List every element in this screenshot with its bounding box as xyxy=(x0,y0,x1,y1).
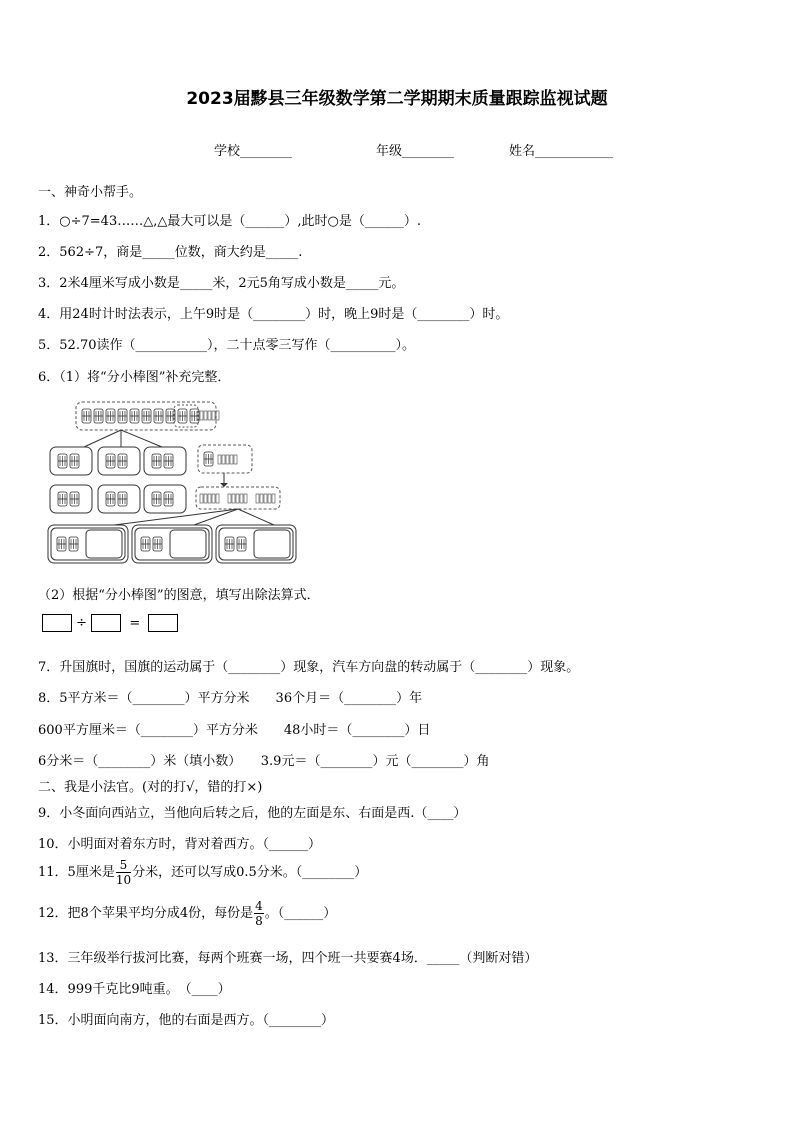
school-field[interactable]: 学校________ xyxy=(214,144,293,159)
question-6-part1: 6．（1）将“分小棒图”补充完整． xyxy=(38,370,231,385)
question-9: 9．小冬面向西站立，当他向后转之后，他的左面是东、右面是西.（____） xyxy=(38,806,467,821)
stick-division-diagram xyxy=(44,397,304,567)
question-12: 12．把8个苹果平均分成4份，每份是 $\frac{4}{8}$ 。（______） xyxy=(38,899,337,928)
question-8-line3: 6分米＝（________）米（填小数） 3.9元＝（________）元（________）角 xyxy=(38,754,490,769)
fraction-5-10: $\frac{5}{10}$ xyxy=(115,858,132,887)
question-7: 7．升国旗时，国旗的运动属于（________）现象，汽车方向盘的转动属于（________）现象。 xyxy=(38,660,580,675)
question-1: 1．○÷7=43……△,△最大可以是（______）,此时○是（______）. xyxy=(38,214,421,229)
dividend-box[interactable] xyxy=(42,614,72,632)
grade-field[interactable]: 年级________ xyxy=(376,144,455,159)
question-13: 13．三年级举行拔河比赛，每两个班赛一场，四个班一共要赛4场．_____（判断对错） xyxy=(38,951,538,966)
question-11: 11．5厘米是 $\frac{5}{10}$ 分米，还可以写成0.5分米。（________） xyxy=(38,858,368,887)
question-6-part2: （2）根据“分小棒图”的图意，填写出除法算式． xyxy=(38,588,320,603)
name-field[interactable]: 姓名____________ xyxy=(509,144,614,159)
division-equation xyxy=(42,614,178,632)
question-4: 4．用24时计时法表示，上午9时是（________）时，晚上9时是（________）时。 xyxy=(38,307,509,322)
top-bundles xyxy=(82,409,199,423)
section-2-heading: 二、我是小法官。(对的打√，错的打×) xyxy=(38,780,263,795)
question-8-line2: 600平方厘米＝（________）平方分米 48小时＝（________）日 xyxy=(38,723,431,738)
question-2: 2．562÷7，商是_____位数，商大约是_____. xyxy=(38,245,303,260)
section-1-heading: 一、神奇小帮手。 xyxy=(38,185,143,200)
page-title: 2023届黟县三年级数学第二学期期末质量跟踪监视试题 xyxy=(186,89,608,109)
equals-sign: = xyxy=(129,615,141,631)
divisor-box[interactable] xyxy=(91,614,121,632)
divide-sign: ÷ xyxy=(76,615,88,631)
question-8-line1: 8．5平方米＝（________）平方分米 36个月＝（________）年 xyxy=(38,691,423,706)
question-5: 5．52.70读作（___________），二十点零三写作（__________）。 xyxy=(38,338,415,353)
question-3: 3．2米4厘米写成小数是_____米，2元5角写成小数是_____元。 xyxy=(38,276,405,291)
fraction-4-8: $\frac{4}{8}$ xyxy=(255,899,263,928)
question-15: 15．小明面向南方，他的右面是西方。（________） xyxy=(38,1013,335,1028)
question-10: 10．小明面对着东方时，背对着西方。（______） xyxy=(38,837,322,852)
question-14: 14．999千克比9吨重。 （____） xyxy=(38,982,231,997)
quotient-box[interactable] xyxy=(148,614,178,632)
